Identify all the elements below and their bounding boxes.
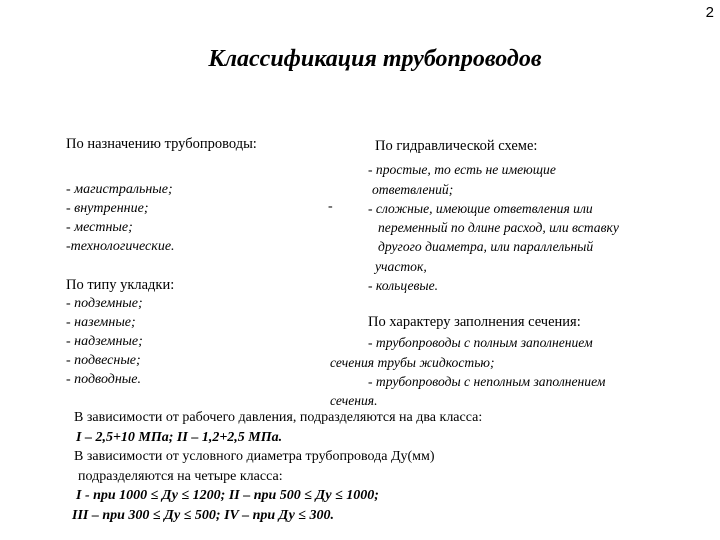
pressure-classes: I – 2,5+10 МПа; II – 1,2+2,5 МПа. (76, 430, 283, 445)
list-item: - простые, то есть не имеющие (368, 162, 556, 177)
list-item: ответвлений; (372, 182, 454, 197)
list-item: - подвесные; (66, 353, 141, 368)
page-number: 2 (705, 4, 714, 21)
diameter-classes: III – при 300 ≤ Ду ≤ 500; IV – при Ду ≤ 300. (72, 508, 334, 523)
purpose-list (66, 180, 175, 256)
list-item: - внутренние; (66, 201, 149, 216)
laying-list (66, 294, 143, 389)
pressure-text: В зависимости от рабочего давления, подразделяются на два класса: (74, 410, 483, 425)
stray-dash: - (328, 199, 333, 214)
list-item: -технологические. (66, 239, 175, 254)
fill-heading: По характеру заполнения сечения: (368, 314, 581, 330)
page-title: Классификация трубопроводов (208, 46, 542, 72)
hydraulic-heading: По гидравлической схеме: (375, 138, 538, 154)
diameter-text: В зависимости от условного диаметра трубопровода Ду(мм) (74, 449, 435, 464)
diameter-classes: I - при 1000 ≤ Ду ≤ 1200; II – при 500 ≤ Ду ≤ 1000; (76, 488, 379, 503)
purpose-heading: По назначению трубопроводы: (66, 136, 257, 152)
list-item: - трубопроводы с неполным заполнением (368, 374, 606, 389)
list-item: другого диаметра, или параллельный (378, 239, 594, 254)
list-item: - подземные; (66, 296, 143, 311)
list-item: - подводные. (66, 372, 141, 387)
list-item: - наземные; (66, 315, 136, 330)
list-item: - кольцевые. (368, 278, 439, 293)
list-item: участок, (375, 259, 427, 274)
list-item: - магистральные; (66, 182, 173, 197)
diameter-text: подразделяются на четыре класса: (78, 469, 283, 484)
list-item: - трубопроводы с полным заполнением (368, 335, 593, 350)
list-item: сечения. (330, 393, 378, 408)
laying-heading: По типу укладки: (66, 277, 175, 293)
list-item: - надземные; (66, 334, 143, 349)
list-item: - сложные, имеющие ответвления или (368, 201, 593, 216)
list-item: сечения трубы жидкостью; (330, 355, 495, 370)
list-item: переменный по длине расход, или вставку (378, 220, 619, 235)
list-item: - местные; (66, 220, 133, 235)
